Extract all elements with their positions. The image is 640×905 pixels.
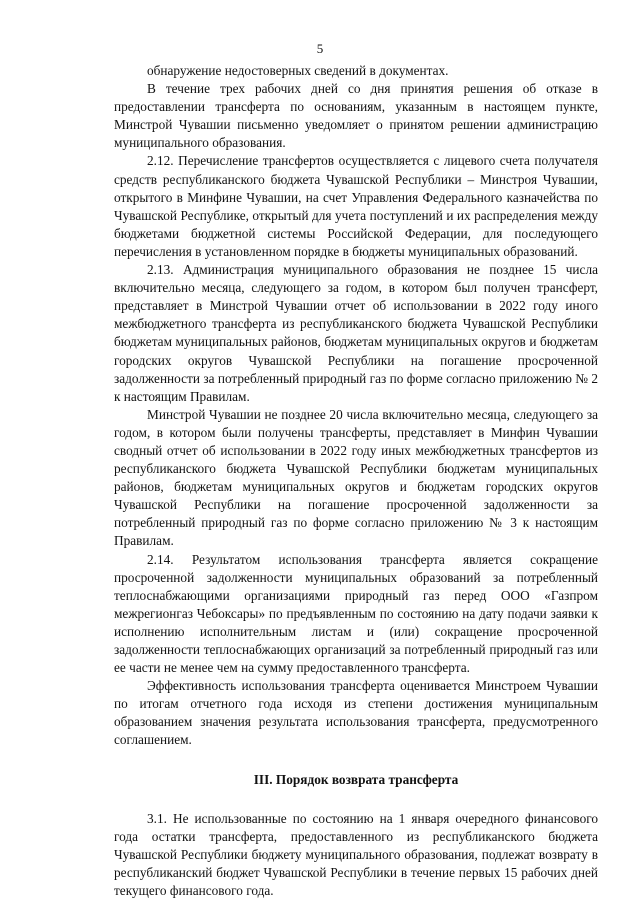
document-body <box>114 62 598 900</box>
paragraph: Минстрой Чувашии не позднее 20 числа включительно месяца, следующего за годом, в котором были получены трансферты, представляет в Минфин Чувашии сводный отчет об использовании в 2022 году иных межбюджетных трансфертов из республиканского бюджета Чувашской Республики бюджетам муниципальных районов, бюджетам муниципальных округов и бюджетам городских округов Чувашской Республики на погашение просроченной задолженности за потребленный природный газ по форме согласно приложению № 3 к настоящим Правилам. <box>114 406 598 549</box>
paragraph: 2.13. Администрация муниципального образования не позднее 15 числа включительно месяца, следующего за годом, в котором был получен трансферт, представляет в Минстрой Чувашии отчет об использовании в 2022 году иного межбюджетного трансферта из республиканского бюджета Чувашской Республики бюджетам муниципальных районов, бюджетам муниципальных округов и бюджетам городских округов Чувашской Республики на погашение просроченной задолженности за потребленный природный газ по форме согласно приложению № 2 к настоящим Правилам. <box>114 262 598 404</box>
paragraph: 2.14. Результатом использования трансферта является сокращение просроченной задолженности муниципальных образований за потребленный теплоснабжающими организациями природный газ перед ООО «Газпром межрегионгаз Чебоксары» по предъявленным по состоянию на дату подачи заявки к исполнению исполнительным листам и (или) сокращение просроченной задолженности теплоснабжающих организаций за потребленный природный газ или ее части не менее чем на сумму предоставленного трансферта. <box>114 551 598 676</box>
paragraph: Эффективность использования трансферта оценивается Минстроем Чувашии по итогам отчетного года исходя из степени достижения муниципальным образованием значения результата использования трансферта, предусмотренного соглашением. <box>114 678 598 748</box>
paragraph: 2.12. Перечисление трансфертов осуществляется с лицевого счета получателя средств республиканского бюджета Чувашской Республики – Минстроя Чувашии, открытого в Минфине Чувашии, на счет Управления Федерального казначейства по Чувашской Республике, открытый для учета поступлений и их распределения между бюджетами бюджетной системы Российской Федерации, для последующего перечисления в установленном порядке в бюджеты муниципальных образований. <box>114 153 598 259</box>
page-number: 5 <box>316 41 324 56</box>
section-heading: III. Порядок возврата трансферта <box>253 771 459 787</box>
paragraph: обнаружение недостоверных сведений в документах. <box>147 63 449 78</box>
paragraph: 3.1. Не использованные по состоянию на 1 января очередного финансового года остатки трансферта, предоставленного из республиканского бюджета Чувашской Республики бюджету муниципального образования, подлежат возврату в республиканский бюджет Чувашской Республики в течение первых 15 рабочих дней текущего финансового года. <box>114 810 598 899</box>
paragraph: В течение трех рабочих дней со дня принятия решения об отказе в предоставлении трансферта по основаниям, указанным в настоящем пункте, Минстрой Чувашии письменно уведомляет о принятом решении администрацию муниципального образования. <box>114 81 598 151</box>
